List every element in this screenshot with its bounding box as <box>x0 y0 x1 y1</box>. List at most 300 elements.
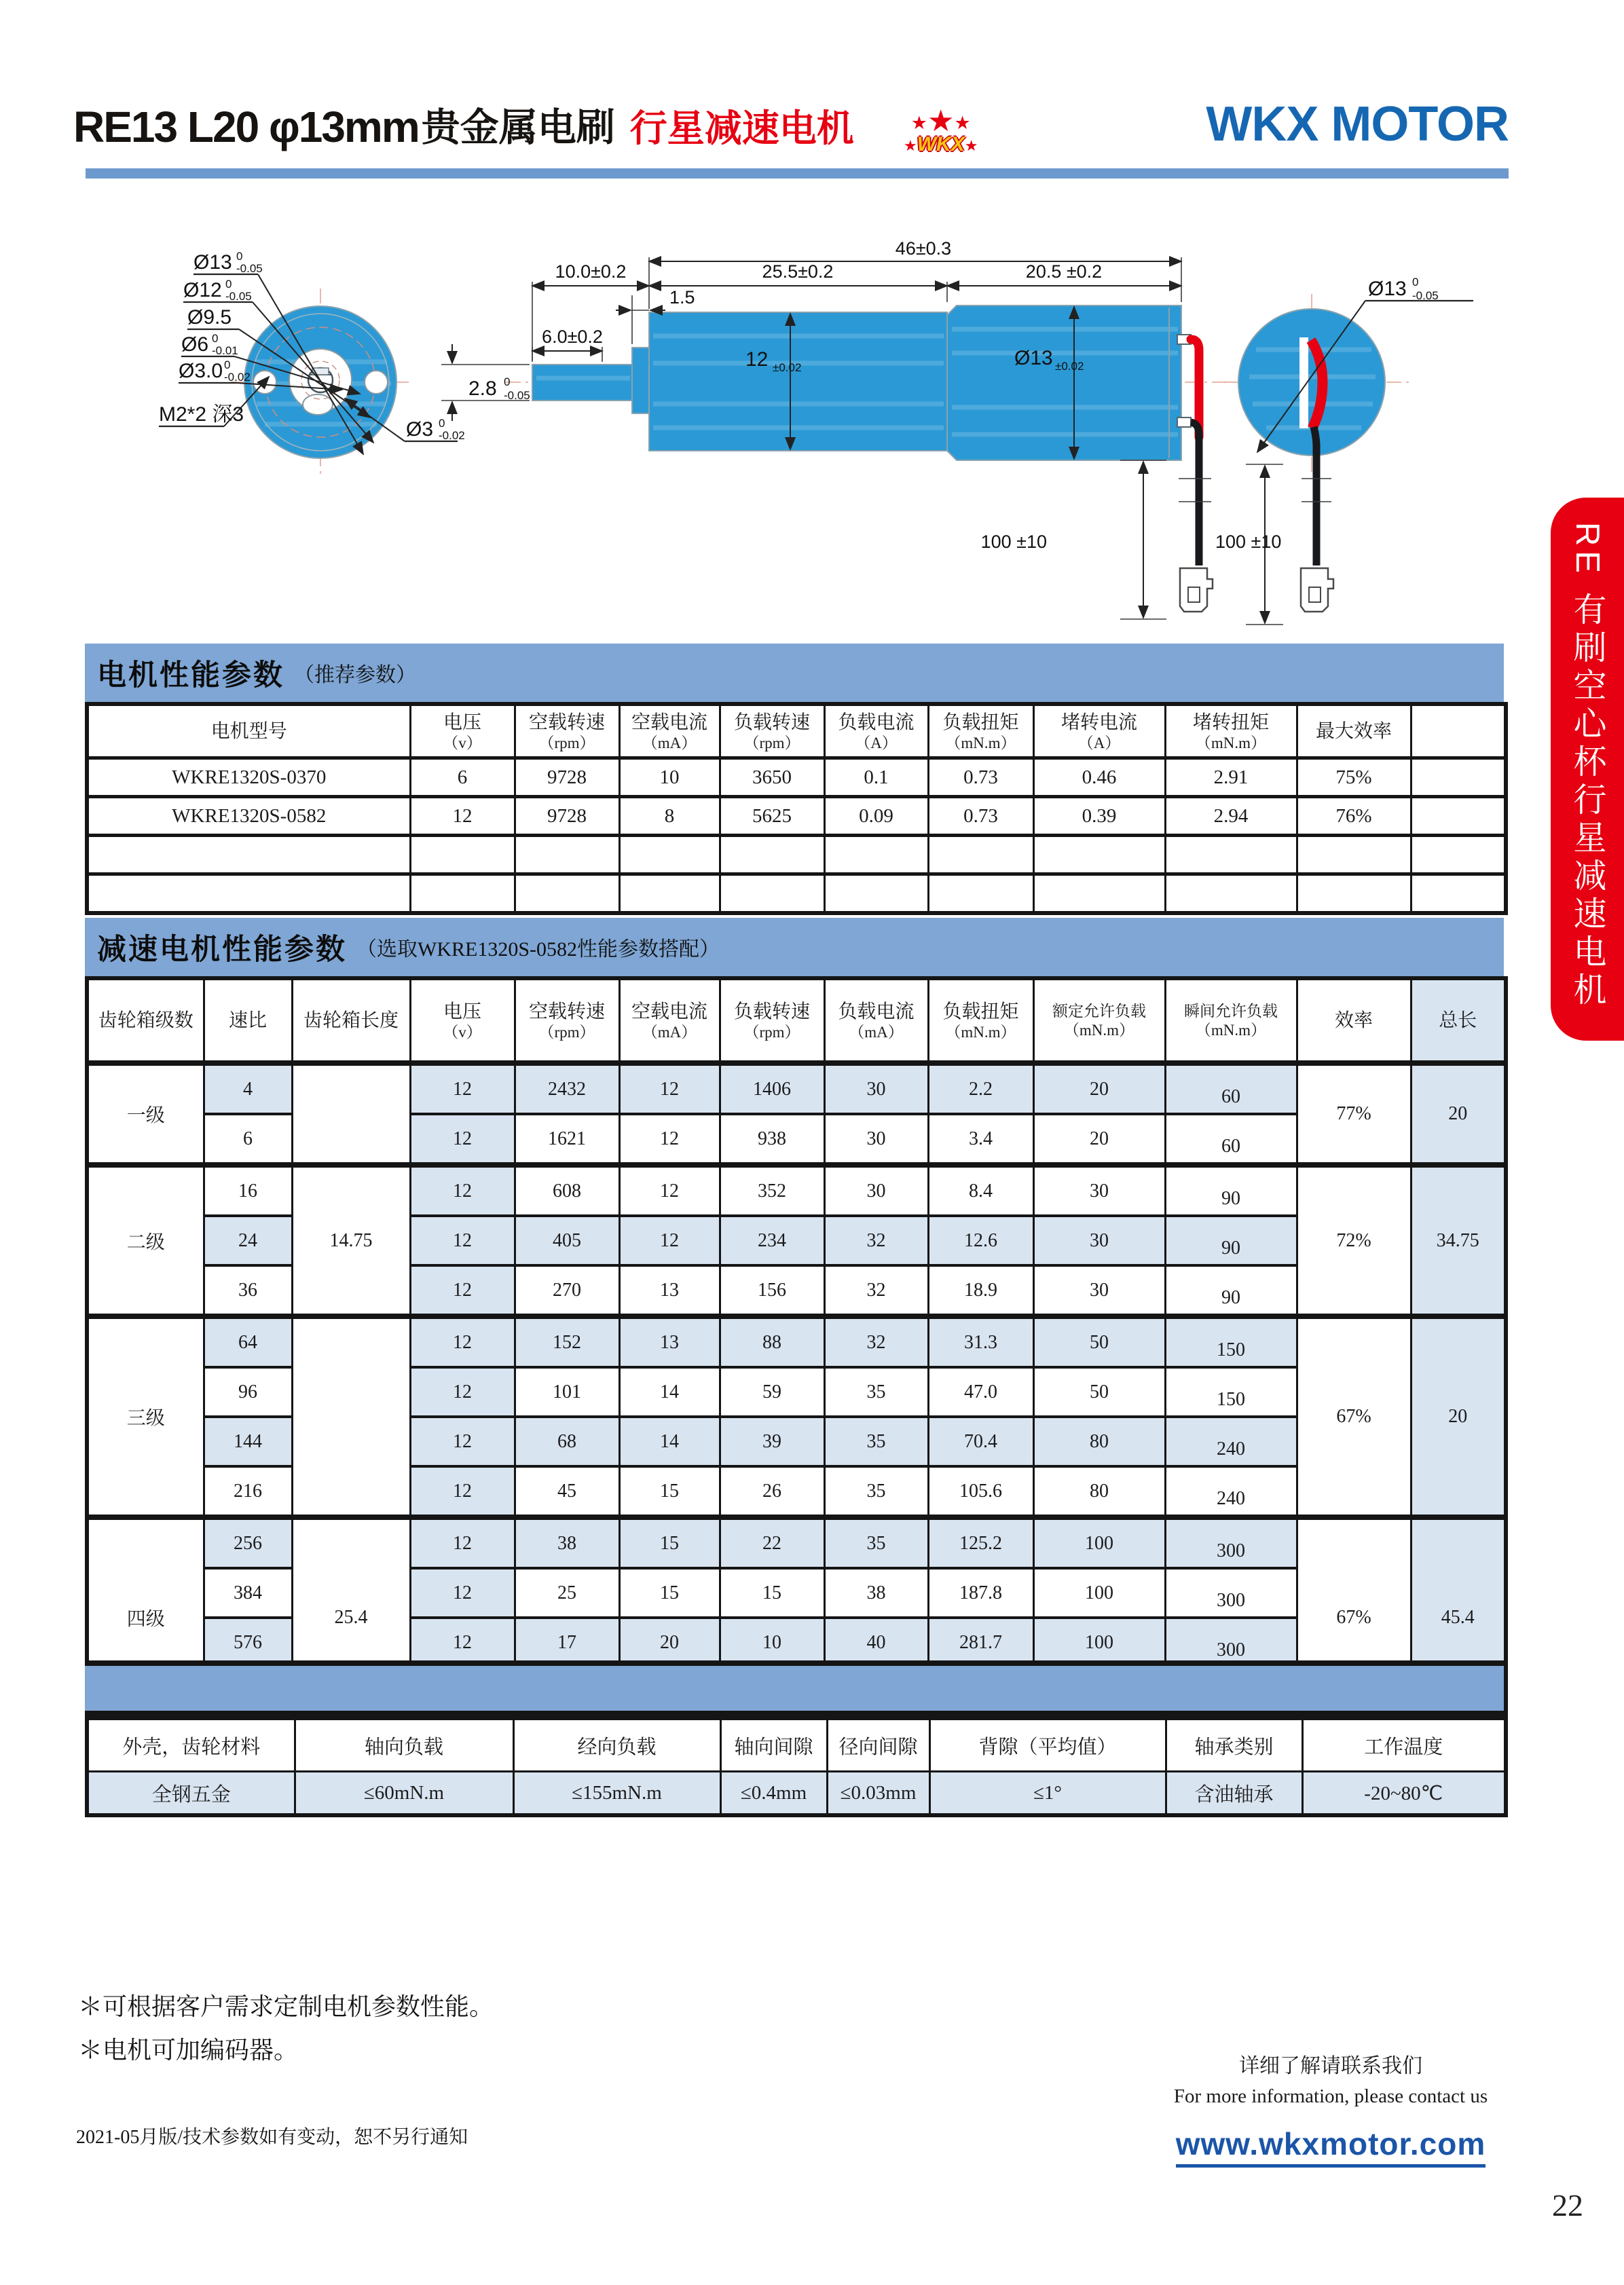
data-cell: 234 <box>720 1216 824 1265</box>
data-cell: 3650 <box>720 758 824 797</box>
column-header: 电压 （v） <box>410 704 515 758</box>
gear-row <box>87 1063 1506 1114</box>
empty-row <box>87 836 1506 874</box>
connector-plug <box>1180 568 1213 612</box>
data-cell: 25 <box>515 1568 619 1618</box>
wkx-logo <box>887 105 995 155</box>
data-cell: 59 <box>720 1367 824 1417</box>
data-cell: 14 <box>619 1367 720 1417</box>
technical-drawing <box>61 200 1534 662</box>
data-cell: 0.46 <box>1033 758 1165 797</box>
header-row <box>87 1718 1506 1772</box>
dim-tol: 0 <box>504 375 511 388</box>
gearbox-length-cell <box>292 1316 410 1517</box>
spec-value-cell: ≤0.03mm <box>827 1772 929 1816</box>
ratio-cell: 4 <box>204 1063 292 1114</box>
dim-label: Ø3.0 <box>179 360 223 382</box>
data-cell: 35 <box>824 1466 928 1517</box>
data-cell: 15 <box>619 1517 720 1568</box>
data-cell: 70.4 <box>928 1417 1033 1466</box>
motor-table-title: 电机性能参数 <box>97 658 284 692</box>
data-cell: 240 <box>1165 1466 1297 1517</box>
data-cell: 20 <box>1033 1063 1165 1114</box>
data-cell: 60 <box>1165 1063 1297 1114</box>
stage-cell: 四级 <box>87 1517 204 1717</box>
empty-cell <box>515 836 619 874</box>
star-icon: ★ <box>927 105 955 138</box>
stage-cell: 二级 <box>87 1165 204 1316</box>
data-cell: 100 <box>1033 1568 1165 1618</box>
gear-table-title: 减速电机性能参数 <box>97 933 347 966</box>
ratio-cell: 36 <box>204 1265 292 1316</box>
empty-cell <box>928 874 1033 914</box>
dim-gearbox-length: 25.5±0.2 <box>762 261 834 282</box>
dim-tol: 0 <box>212 332 219 345</box>
data-cell: 281.7 <box>928 1618 1033 1667</box>
data-cell: 90 <box>1165 1216 1297 1265</box>
website-link[interactable]: www.wkxmotor.com <box>1176 2126 1486 2168</box>
column-header: 负载电流 （A） <box>824 704 928 758</box>
data-cell <box>1411 758 1506 797</box>
empty-cell <box>824 874 928 914</box>
data-cell: 100 <box>1033 1517 1165 1568</box>
data-cell: 1406 <box>720 1063 824 1114</box>
model-cell: WKRE1320S-0370 <box>87 758 410 797</box>
data-cell: 13 <box>619 1316 720 1367</box>
data-cell: 152 <box>515 1316 619 1367</box>
data-cell: 0.39 <box>1033 797 1165 836</box>
data-cell: 100 <box>1033 1618 1165 1667</box>
dim-label: Ø9.5 <box>187 306 232 329</box>
empty-cell <box>515 874 619 914</box>
dim-label: Ø6 <box>181 333 209 356</box>
data-cell: 38 <box>515 1517 619 1568</box>
column-header: 空载电流 （mA） <box>619 704 720 758</box>
data-cell: 105.6 <box>928 1466 1033 1517</box>
efficiency-cell: 72% <box>1297 1165 1411 1316</box>
data-cell: 20 <box>619 1618 720 1667</box>
data-cell: 12 <box>410 1568 515 1618</box>
logo-stars-row <box>910 105 971 138</box>
data-cell: 30 <box>824 1165 928 1216</box>
dim-wire-length: 100 ±10 <box>1215 532 1282 552</box>
motor-terminal <box>1177 417 1191 427</box>
data-cell: 39 <box>720 1417 824 1466</box>
empty-cell <box>720 836 824 874</box>
empty-cell <box>928 836 1033 874</box>
star-icon: ★ <box>904 137 917 154</box>
data-cell: 40 <box>824 1618 928 1667</box>
motor-row <box>87 797 1506 836</box>
dim-tol: 0 <box>1412 276 1419 289</box>
dim-label: Ø13 <box>193 251 232 274</box>
gear-table-subtitle: （选取WKRE1320S-0582性能参数搭配） <box>356 938 720 961</box>
star-icon: ★ <box>954 113 971 133</box>
data-cell: 45 <box>515 1466 619 1517</box>
dim-tol: -0.05 <box>225 290 252 303</box>
dim-tol: -0.05 <box>236 262 263 275</box>
dim-tol: -0.02 <box>439 429 465 442</box>
data-cell: 90 <box>1165 1265 1297 1316</box>
column-header: 额定允许负载 （mN.m） <box>1033 978 1165 1063</box>
spec-value-cell: ≤1° <box>929 1772 1166 1816</box>
header-divider <box>86 168 1509 179</box>
blue-separator-band <box>85 1660 1504 1716</box>
contact-block <box>1141 2049 1521 2162</box>
gearbox-length-cell: 25.4 <box>292 1517 410 1717</box>
star-icon: ★ <box>910 113 927 133</box>
dim-shaft-length: 10.0±0.2 <box>555 261 627 282</box>
data-cell: 47.0 <box>928 1367 1033 1417</box>
spec-value-cell: -20~80℃ <box>1302 1772 1506 1816</box>
data-cell: 32 <box>824 1316 928 1367</box>
gearmotor-performance-table <box>85 976 1508 1720</box>
motor-table-band <box>85 644 1504 702</box>
dim-total-length: 46±0.3 <box>895 238 952 259</box>
data-cell: 30 <box>1033 1216 1165 1265</box>
data-cell: 12 <box>410 1367 515 1417</box>
column-header: 齿轮箱长度 <box>292 978 410 1063</box>
column-header: 空载转速 （rpm） <box>515 704 619 758</box>
data-cell: 90 <box>1165 1165 1297 1216</box>
efficiency-cell: 67% <box>1297 1517 1411 1717</box>
dim-end-dia: Ø13 <box>1368 278 1407 300</box>
data-cell: 938 <box>720 1114 824 1165</box>
data-cell: 12 <box>410 1316 515 1367</box>
dim-label: Ø3 <box>406 418 434 441</box>
data-cell: 9728 <box>515 758 619 797</box>
data-cell: 14 <box>619 1417 720 1466</box>
column-header: 负载转速 （rpm） <box>720 704 824 758</box>
empty-cell <box>1411 836 1506 874</box>
stage-cell: 三级 <box>87 1316 204 1517</box>
empty-cell <box>619 874 720 914</box>
empty-cell <box>1411 874 1506 914</box>
column-header: 背隙（平均值） <box>929 1718 1166 1772</box>
data-cell: 5625 <box>720 797 824 836</box>
output-shaft <box>532 365 632 401</box>
data-cell: 187.8 <box>928 1568 1033 1618</box>
dim-tol: -0.02 <box>224 371 251 384</box>
dim-tol: 0 <box>439 417 445 430</box>
dim-tol: -0.05 <box>504 389 530 402</box>
data-cell: 12 <box>410 797 515 836</box>
dim-flat-length: 6.0±0.2 <box>542 327 603 347</box>
data-cell: 18.9 <box>928 1265 1033 1316</box>
data-cell: 12 <box>410 1114 515 1165</box>
header-row <box>87 978 1506 1063</box>
column-header: 负载电流 （mA） <box>824 978 928 1063</box>
column-header: 经向负载 <box>513 1718 720 1772</box>
data-cell: 13 <box>619 1265 720 1316</box>
stage-cell: 一级 <box>87 1063 204 1165</box>
data-cell: 15 <box>619 1568 720 1618</box>
data-cell: 12 <box>619 1216 720 1265</box>
contact-en: For more information, please contact us <box>1173 2085 1488 2107</box>
dim-flange: 1.5 <box>669 287 695 308</box>
column-header: 堵转电流 （A） <box>1033 704 1165 758</box>
data-cell: 12.6 <box>928 1216 1033 1265</box>
data-cell: 12 <box>410 1063 515 1114</box>
dim-tol: -0.05 <box>1412 289 1439 302</box>
data-cell: 9728 <box>515 797 619 836</box>
data-cell: 300 <box>1165 1517 1297 1568</box>
black-wire <box>1314 427 1316 565</box>
spec-value-cell: ≤60mN.m <box>295 1772 513 1816</box>
model-cell: WKRE1320S-0582 <box>87 797 410 836</box>
dim-motor-length: 20.5 ±0.2 <box>1025 261 1103 282</box>
data-cell: 38 <box>824 1568 928 1618</box>
column-header: 轴承类别 <box>1166 1718 1302 1772</box>
data-cell: 80 <box>1033 1417 1165 1466</box>
dim-tol: ±0.02 <box>773 361 802 374</box>
data-cell: 76% <box>1297 797 1411 836</box>
data-cell: 30 <box>1033 1265 1165 1316</box>
data-cell: 30 <box>824 1114 928 1165</box>
dim-body-dia: 12 <box>745 348 769 371</box>
column-header: 轴向负载 <box>295 1718 513 1772</box>
data-cell: 608 <box>515 1165 619 1216</box>
data-cell: 30 <box>1033 1165 1165 1216</box>
ratio-cell: 16 <box>204 1165 292 1216</box>
data-cell: 300 <box>1165 1618 1297 1667</box>
data-cell: 15 <box>619 1466 720 1517</box>
data-cell: 22 <box>720 1517 824 1568</box>
ratio-cell: 216 <box>204 1466 292 1517</box>
dim-motor-dia: Ø13 <box>1014 347 1053 369</box>
mounting-hole <box>365 371 388 394</box>
column-header: 空载转速 （rpm） <box>515 978 619 1063</box>
data-cell: 35 <box>824 1517 928 1568</box>
ratio-cell: 384 <box>204 1568 292 1618</box>
data-cell: 15 <box>720 1568 824 1618</box>
empty-cell <box>720 874 824 914</box>
data-cell: 150 <box>1165 1367 1297 1417</box>
data-cell: 0.73 <box>928 797 1033 836</box>
ratio-cell: 256 <box>204 1517 292 1568</box>
data-cell: 3.4 <box>928 1114 1033 1165</box>
mechanical-spec-table <box>85 1716 1508 1817</box>
logo-wkx-text: WKX <box>917 133 965 155</box>
gear-table-body <box>87 978 1506 1717</box>
column-header: 速比 <box>204 978 292 1063</box>
flange <box>632 348 649 413</box>
motor-table-subtitle: （推荐参数） <box>294 664 416 686</box>
column-header: 负载扭矩 （mN.m） <box>928 978 1033 1063</box>
data-cell: 35 <box>824 1367 928 1417</box>
dim-label: Ø12 <box>183 279 222 301</box>
data-cell: 20 <box>1033 1114 1165 1165</box>
spec-value-cell: 全钢五金 <box>87 1772 295 1816</box>
data-cell: 35 <box>824 1417 928 1466</box>
column-header: 堵转扭矩 （mN.m） <box>1165 704 1297 758</box>
page-number: 22 <box>1552 2188 1583 2223</box>
data-cell: 156 <box>720 1265 824 1316</box>
ratio-cell: 24 <box>204 1216 292 1265</box>
ratio-cell: 144 <box>204 1417 292 1466</box>
data-cell: 352 <box>720 1165 824 1216</box>
column-header: 空载电流 （mA） <box>619 978 720 1063</box>
gearbox-length-cell: 14.75 <box>292 1165 410 1316</box>
data-cell: 75% <box>1297 758 1411 797</box>
data-cell: 0.09 <box>824 797 928 836</box>
spec-value-row <box>87 1772 1506 1816</box>
column-header: 负载扭矩 （mN.m） <box>928 704 1033 758</box>
series-title: 行星减速电机 <box>629 107 854 149</box>
column-header: 负载转速 （rpm） <box>720 978 824 1063</box>
side-tab-label: RE 有刷空心杯行星减速电机 <box>1569 522 1606 1010</box>
empty-cell <box>1033 874 1165 914</box>
column-header: 齿轮箱级数 <box>87 978 204 1063</box>
total-length-cell: 34.75 <box>1411 1165 1506 1316</box>
data-cell: 10 <box>720 1618 824 1667</box>
star-icon: ★ <box>964 137 978 154</box>
gear-row <box>87 1517 1506 1568</box>
total-length-cell: 45.4 <box>1411 1517 1506 1717</box>
data-cell: 240 <box>1165 1417 1297 1466</box>
black-wire <box>1191 422 1199 565</box>
motor-table-body <box>87 704 1506 913</box>
dim-tol: ±0.02 <box>1055 360 1084 373</box>
data-cell: 60 <box>1165 1114 1297 1165</box>
data-cell: 17 <box>515 1618 619 1667</box>
ratio-cell: 96 <box>204 1367 292 1417</box>
dim-label: M2*2 深3 <box>159 403 244 426</box>
empty-cell <box>410 836 515 874</box>
dim-tol: 0 <box>236 250 243 263</box>
efficiency-cell: 77% <box>1297 1063 1411 1165</box>
column-header: 最大效率 <box>1297 704 1411 758</box>
data-cell: 0.1 <box>824 758 928 797</box>
data-cell: 12 <box>410 1165 515 1216</box>
data-cell: 2.91 <box>1165 758 1297 797</box>
custom-note: ＊可根据客户需求定制电机参数性能。 <box>78 1993 494 2020</box>
data-cell: 80 <box>1033 1466 1165 1517</box>
data-cell: 8.4 <box>928 1165 1033 1216</box>
column-header: 瞬间允许负载 （mN.m） <box>1165 978 1297 1063</box>
gearbox-length-cell <box>292 1063 410 1165</box>
data-cell: 12 <box>410 1417 515 1466</box>
spec-value-cell: ≤0.4mm <box>720 1772 827 1816</box>
encoder-note: ＊电机可加编码器。 <box>78 2037 299 2064</box>
column-header: 径向间隙 <box>827 1718 929 1772</box>
data-cell: 8 <box>619 797 720 836</box>
data-cell: 50 <box>1033 1316 1165 1367</box>
revision-note: 2021-05月版/技术参数如有变动，恕不另行通知 <box>76 2127 468 2148</box>
ratio-cell: 64 <box>204 1316 292 1367</box>
column-header: 效率 <box>1297 978 1411 1063</box>
data-cell: 405 <box>515 1216 619 1265</box>
column-header: 轴向间隙 <box>720 1718 827 1772</box>
data-cell: 2.2 <box>928 1063 1033 1114</box>
dim-wire-length: 100 ±10 <box>980 532 1047 552</box>
dim-tol: 0 <box>224 358 231 371</box>
column-header: 电机型号 <box>87 704 410 758</box>
data-cell: 12 <box>619 1063 720 1114</box>
page-header <box>73 84 1509 155</box>
data-cell: 300 <box>1165 1568 1297 1618</box>
column-header: 总长 <box>1411 978 1506 1063</box>
data-cell: 88 <box>720 1316 824 1367</box>
model-title: RE13 L20 φ13mm <box>73 103 419 151</box>
data-cell: 12 <box>410 1618 515 1667</box>
data-cell <box>1411 797 1506 836</box>
empty-cell <box>410 874 515 914</box>
data-cell: 101 <box>515 1367 619 1417</box>
data-cell: 270 <box>515 1265 619 1316</box>
side-view <box>532 305 1213 612</box>
empty-cell <box>1033 836 1165 874</box>
data-cell: 12 <box>410 1466 515 1517</box>
spec-table-body <box>87 1718 1506 1815</box>
column-header <box>1411 704 1506 758</box>
data-cell: 26 <box>720 1466 824 1517</box>
total-length-cell: 20 <box>1411 1063 1506 1165</box>
column-header: 外壳，齿轮材料 <box>87 1718 295 1772</box>
column-header: 工作温度 <box>1302 1718 1506 1772</box>
data-cell: 12 <box>410 1265 515 1316</box>
data-cell: 31.3 <box>928 1316 1033 1367</box>
empty-cell <box>1165 836 1297 874</box>
empty-row <box>87 874 1506 914</box>
data-cell: 32 <box>824 1216 928 1265</box>
empty-cell <box>824 836 928 874</box>
connector-plug <box>1301 568 1333 612</box>
gear-table-band <box>85 918 1504 976</box>
efficiency-cell: 67% <box>1297 1316 1411 1517</box>
dim-tol: -0.01 <box>212 344 238 357</box>
brand-name: WKX MOTOR <box>1206 97 1509 151</box>
ratio-cell: 6 <box>204 1114 292 1165</box>
website-wrap <box>1141 2125 1521 2162</box>
data-cell: 50 <box>1033 1367 1165 1417</box>
data-cell: 12 <box>619 1165 720 1216</box>
data-cell: 125.2 <box>928 1517 1033 1568</box>
data-cell: 10 <box>619 758 720 797</box>
data-cell: 68 <box>515 1417 619 1466</box>
dim-tol: 0 <box>225 278 232 291</box>
ratio-cell: 576 <box>204 1618 292 1667</box>
data-cell: 1621 <box>515 1114 619 1165</box>
data-cell: 12 <box>410 1517 515 1568</box>
data-cell: 30 <box>824 1063 928 1114</box>
series-side-tab <box>1551 498 1624 1041</box>
empty-cell <box>87 874 410 914</box>
gear-row <box>87 1316 1506 1367</box>
spec-value-cell: ≤155mN.m <box>513 1772 720 1816</box>
brush-type-title: 贵金属电刷 <box>421 106 615 149</box>
motor-performance-table <box>85 702 1508 915</box>
empty-cell <box>1297 836 1411 874</box>
column-header: 电压 （v） <box>410 978 515 1063</box>
contact-cn: 详细了解请联系我们 <box>1239 2055 1422 2077</box>
empty-cell <box>1165 874 1297 914</box>
data-cell: 6 <box>410 758 515 797</box>
motor-row <box>87 758 1506 797</box>
total-length-cell: 20 <box>1411 1316 1506 1517</box>
data-cell: 2.94 <box>1165 797 1297 836</box>
data-cell: 0.73 <box>928 758 1033 797</box>
data-cell: 32 <box>824 1265 928 1316</box>
data-cell: 2432 <box>515 1063 619 1114</box>
data-cell: 12 <box>410 1216 515 1265</box>
empty-cell <box>87 836 410 874</box>
data-cell: 150 <box>1165 1316 1297 1367</box>
logo-text-row <box>904 133 978 155</box>
dim-shaft-height: 2.8 <box>468 377 497 400</box>
data-cell: 12 <box>619 1114 720 1165</box>
gear-row <box>87 1165 1506 1216</box>
